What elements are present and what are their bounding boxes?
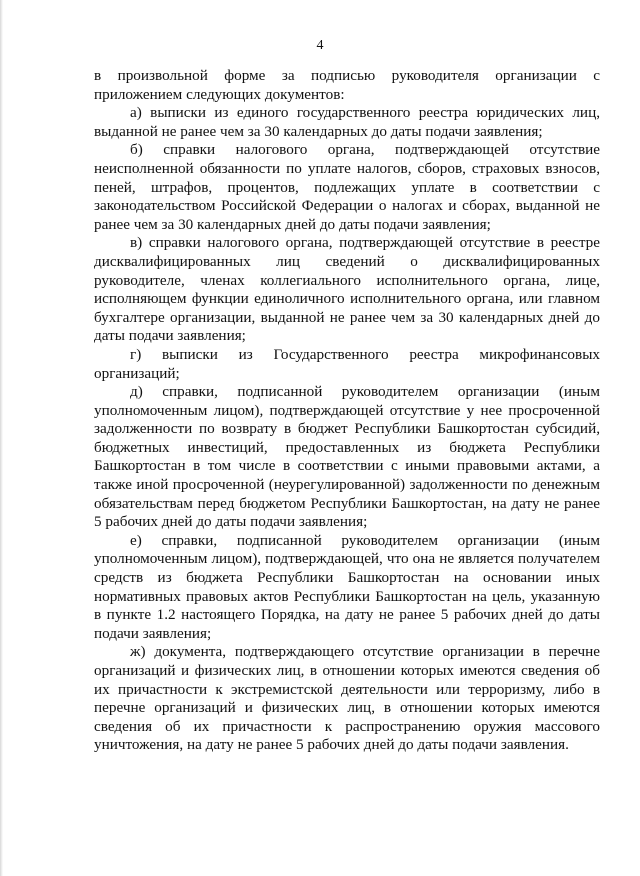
list-item-e: е) справки, подписанной руководителем организации (иным уполномоченным лицом), подтверждающей, что она не является получателем средств из бюджета Республики Башкортостан на основании иных нормативных правовых актов Республики Башкортостан на цель, указанную в пункте 1.2 настоящего Порядка, на дату не ранее 5 рабочих дней до даты подачи заявления; xyxy=(94,531,600,642)
list-item-g: г) выписки из Государственного реестра микрофинансовых организаций; xyxy=(94,345,600,382)
list-item-a: а) выписки из единого государственного реестра юридических лиц, выданной не ранее чем за 30 календарных до даты подачи заявления; xyxy=(94,104,600,140)
intro-paragraph: в произвольной форме за подписью руководителя организации с приложением следующих документов: xyxy=(94,67,600,103)
document-body xyxy=(94,67,600,755)
list-item-zh: ж) документа, подтверждающего отсутствие организации в перечне организаций и физических лиц, в отношении которых имеются сведения об их причастности к экстремистской деятельности или терроризму, либо в перечне организаций и физических лиц, в отношении которых имеются сведения об их причастности к распространению оружия массового уничтожения, на дату не ранее 5 рабочих дней до даты подачи заявления. xyxy=(94,643,600,754)
scan-edge-shadow xyxy=(0,0,3,876)
page-number: 4 xyxy=(316,38,324,53)
list-item-v: в) справки налогового органа, подтверждающей отсутствие в реестре дисквалифицированных лиц сведений о дисквалифицированных руководителе, членах коллегиального исполнительного органа, лице, исполняющем функции единоличного исполнительного органа, или главном бухгалтере организации, выданной не ранее чем за 30 календарных дней до даты подачи заявления; xyxy=(94,234,600,345)
list-item-b: б) справки налогового органа, подтверждающей отсутствие неисполненной обязанности по уплате налогов, сборов, страховых взносов, пеней, штрафов, процентов, подлежащих уплате в соответствии с законодательством Российской Федерации о налогах и сборах, выданной не ранее чем за 30 календарных дней до даты подачи заявления; xyxy=(94,141,600,233)
list-item-d: д) справки, подписанной руководителем организации (иным уполномоченным лицом), подтверждающей отсутствие у нее просроченной задолженности по возврату в бюджет Республики Башкортостан субсидий, бюджетных инвестиций, предоставленных из бюджета Республики Башкортостан в том числе в соответствии с иными правовыми актами, а также иной просроченной (неурегулированной) задолженности по денежным обязательствам перед бюджетом Республики Башкортостан, на дату не ранее 5 рабочих дней до даты подачи заявления; xyxy=(94,383,600,531)
